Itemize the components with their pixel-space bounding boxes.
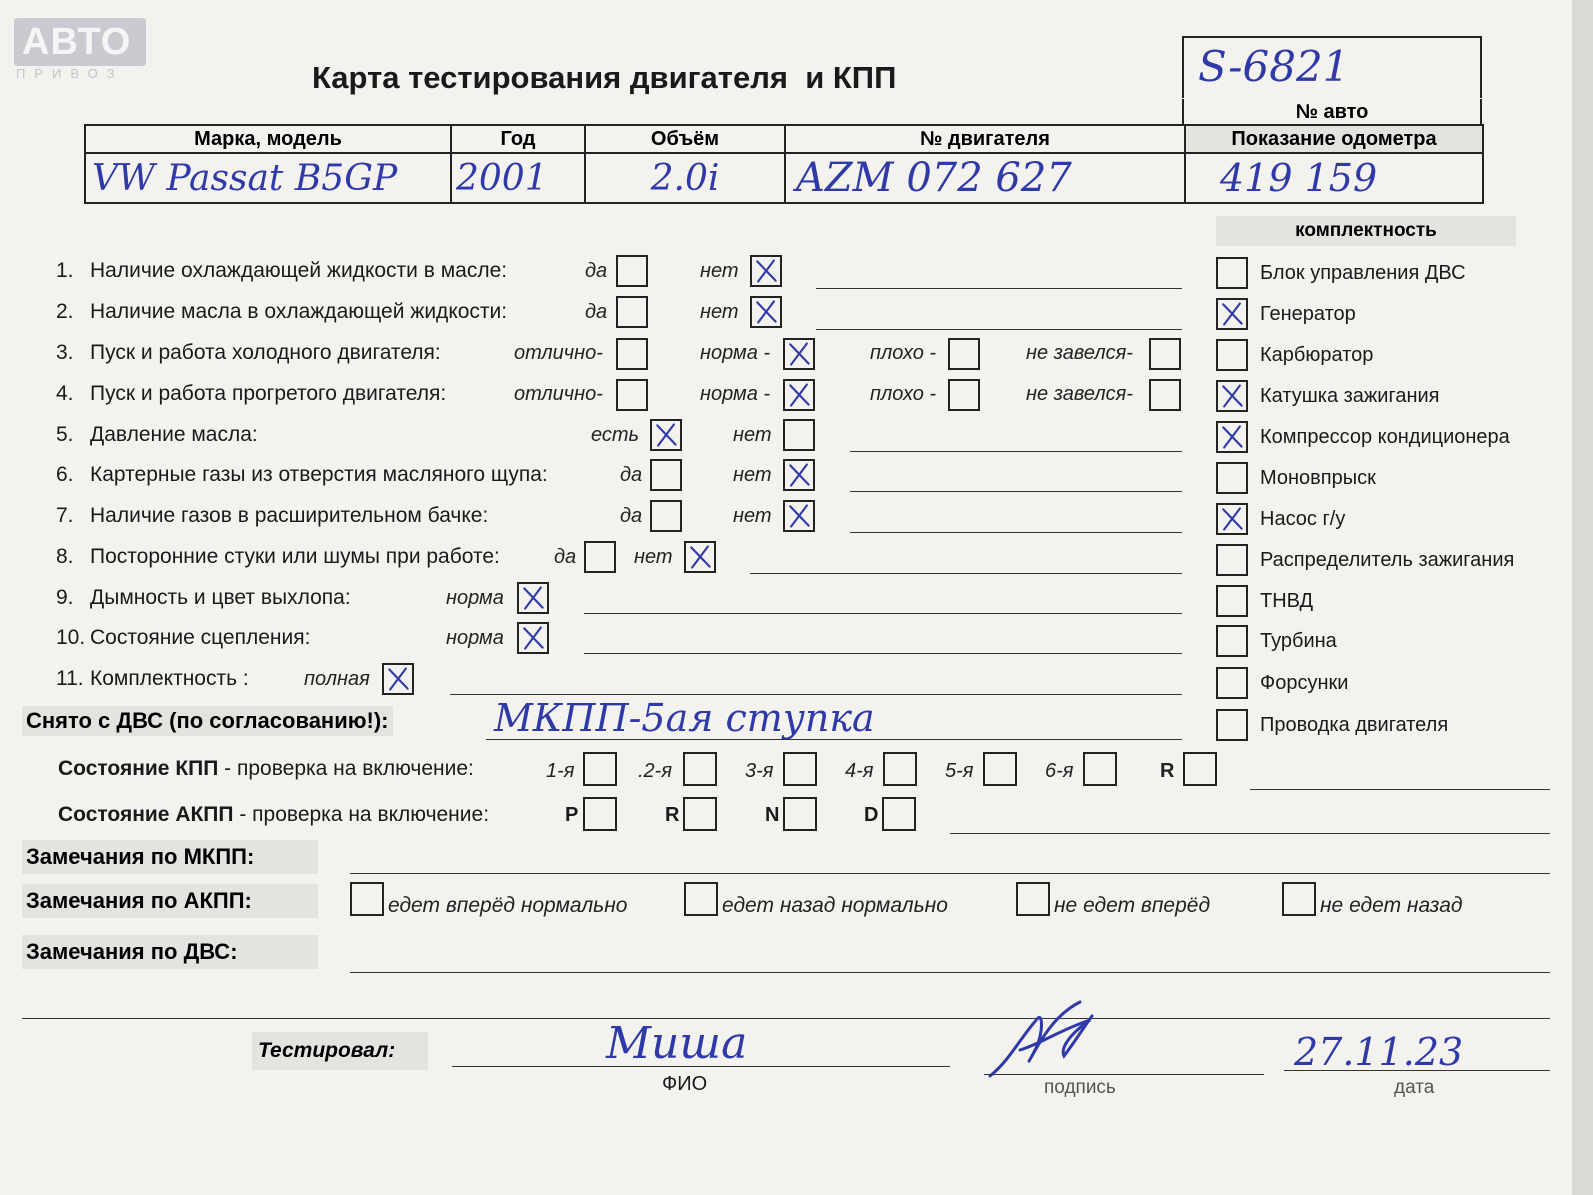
- signature: [980, 990, 1120, 1090]
- question-number: 7.: [56, 504, 74, 527]
- akpp-gear-label: N: [765, 804, 780, 826]
- checkbox-no[interactable]: [750, 296, 782, 328]
- akpp-remark-checkbox[interactable]: [350, 882, 384, 916]
- answer-underline: [850, 532, 1182, 533]
- option-label: отлично-: [514, 383, 603, 405]
- checkbox-full[interactable]: [382, 663, 414, 695]
- completeness-header: комплектность: [1216, 216, 1516, 246]
- kpp-gear-checkbox[interactable]: [1183, 752, 1217, 786]
- remarks-mkpp-underline: [350, 873, 1550, 874]
- kpp-gear-checkbox[interactable]: [683, 752, 717, 786]
- akpp-remark-label: едет назад нормально: [722, 894, 948, 917]
- question-text: Давление масла:: [90, 423, 258, 446]
- completeness-item-label: Генератор: [1260, 303, 1356, 325]
- col-header-odometer: Показание одометра: [1185, 125, 1483, 153]
- completeness-checkbox[interactable]: [1216, 462, 1248, 494]
- option-label: норма -: [700, 383, 771, 405]
- answer-underline: [850, 491, 1182, 492]
- remarks-mkpp-label: Замечания по МКПП:: [22, 840, 318, 874]
- akpp-gear-checkbox[interactable]: [783, 797, 817, 831]
- completeness-item-label: Катушка зажигания: [1260, 385, 1440, 407]
- question-text: Наличие газов в расширительном бачке:: [90, 504, 489, 527]
- checkbox-no-start[interactable]: [1149, 338, 1181, 370]
- question-number: 9.: [56, 586, 74, 609]
- checkbox-no[interactable]: [783, 459, 815, 491]
- akpp-gear-checkbox[interactable]: [882, 797, 916, 831]
- option-label: не завелся-: [1026, 383, 1133, 405]
- akpp-label: [58, 803, 489, 827]
- answer-underline: [750, 573, 1182, 574]
- completeness-checkbox[interactable]: [1216, 503, 1248, 535]
- signature-underline: [984, 1074, 1264, 1075]
- vehicle-info-value-row: [85, 153, 1483, 203]
- question-text: Комплектность :: [90, 667, 249, 690]
- akpp-label-bold: Состояние АКПП: [58, 803, 234, 826]
- completeness-checkbox[interactable]: [1216, 544, 1248, 576]
- kpp-gear-label: 6-я: [1045, 760, 1074, 782]
- kpp-gear-label: 5-я: [945, 760, 974, 782]
- checkbox-bad[interactable]: [948, 338, 980, 370]
- akpp-remark-label: не едет назад: [1320, 894, 1463, 917]
- kpp-gear-checkbox[interactable]: [1083, 752, 1117, 786]
- model-value: VW Passat B5GP: [92, 157, 398, 199]
- answer-underline: [450, 694, 1182, 695]
- kpp-underline: [1250, 789, 1550, 790]
- checkbox-no[interactable]: [750, 255, 782, 287]
- checkbox-no[interactable]: [783, 419, 815, 451]
- removed-label: Снято с ДВС (по согласованию!):: [22, 706, 393, 736]
- name-underline: [452, 1066, 950, 1067]
- checkbox-no-start[interactable]: [1149, 379, 1181, 411]
- checkbox-norm[interactable]: [517, 582, 549, 614]
- answer-underline: [850, 451, 1182, 452]
- checkbox-yes[interactable]: [616, 296, 648, 328]
- completeness-item-label: Форсунки: [1260, 672, 1349, 694]
- checkbox-excellent[interactable]: [616, 379, 648, 411]
- checkbox-is[interactable]: [650, 419, 682, 451]
- completeness-item-label: ТНВД: [1260, 590, 1314, 612]
- watermark-sub: ПРИВОЗ: [16, 66, 124, 81]
- kpp-gear-label: R: [1160, 760, 1175, 782]
- completeness-checkbox[interactable]: [1216, 380, 1248, 412]
- question-number: 2.: [56, 300, 74, 323]
- completeness-item-label: Компрессор кондиционера: [1260, 426, 1510, 448]
- question-text: Картерные газы из отверстия масляного щупа:: [90, 463, 548, 486]
- auto-number-label: № авто: [1182, 99, 1482, 125]
- removed-underline: [486, 739, 1182, 740]
- checkbox-norm[interactable]: [517, 622, 549, 654]
- question-number: 1.: [56, 259, 74, 282]
- checkbox-excellent[interactable]: [616, 338, 648, 370]
- option-label: полная: [304, 668, 370, 690]
- completeness-item-label: Моновпрыск: [1260, 467, 1376, 489]
- col-header-model: Марка, модель: [85, 125, 451, 153]
- akpp-label-rest: - проверка на включение:: [233, 803, 490, 826]
- removed-value: МКПП-5ая ступка: [494, 696, 875, 740]
- question-number: 3.: [56, 341, 74, 364]
- answer-underline: [584, 653, 1182, 654]
- completeness-checkbox[interactable]: [1216, 667, 1248, 699]
- akpp-gear-checkbox[interactable]: [683, 797, 717, 831]
- question-text: Пуск и работа прогретого двигателя:: [90, 382, 447, 405]
- option-label: есть: [591, 424, 640, 446]
- tested-label: Тестировал:: [252, 1032, 428, 1070]
- kpp-gear-label: 1-я: [546, 760, 575, 782]
- question-text: Состояние сцепления:: [90, 626, 311, 649]
- kpp-gear-checkbox[interactable]: [583, 752, 617, 786]
- akpp-remark-label: едет вперёд нормально: [388, 894, 628, 917]
- remarks-dvs-label: Замечания по ДВС:: [22, 935, 318, 969]
- name-caption: ФИО: [662, 1073, 708, 1095]
- question-number: 6.: [56, 463, 74, 486]
- option-label: да: [585, 260, 608, 282]
- completeness-checkbox[interactable]: [1216, 709, 1248, 741]
- akpp-gear-label: D: [864, 804, 879, 826]
- vehicle-info-header-row: [85, 125, 1483, 153]
- option-label: норма: [446, 627, 504, 649]
- akpp-remark-checkbox[interactable]: [1282, 882, 1316, 916]
- completeness-checkbox[interactable]: [1216, 585, 1248, 617]
- completeness-checkbox[interactable]: [1216, 298, 1248, 330]
- col-header-engine-number: № двигателя: [785, 125, 1185, 153]
- option-label: норма: [446, 587, 504, 609]
- option-label: нет: [733, 464, 772, 486]
- option-label: да: [554, 546, 577, 568]
- date-underline: [1284, 1070, 1550, 1071]
- akpp-underline: [950, 833, 1550, 834]
- question-number: 11.: [56, 667, 84, 690]
- odometer-value: 419 159: [1220, 156, 1378, 200]
- kpp-gear-label: .2-я: [638, 760, 673, 782]
- date-value: 27.11.23: [1294, 1030, 1464, 1074]
- date-caption: дата: [1394, 1077, 1435, 1098]
- completeness-item-label: Карбюратор: [1260, 344, 1374, 366]
- question-number: 10.: [56, 626, 86, 649]
- completeness-item-label: Турбина: [1260, 630, 1337, 652]
- option-label: плохо -: [870, 342, 937, 364]
- kpp-label-rest: - проверка на включение:: [218, 757, 474, 780]
- checkbox-yes[interactable]: [650, 459, 682, 491]
- tester-name: Миша: [606, 1018, 748, 1069]
- completeness-item-label: Блок управления ДВС: [1260, 262, 1466, 284]
- option-label: нет: [634, 546, 673, 568]
- kpp-gear-checkbox[interactable]: [983, 752, 1017, 786]
- question-number: 5.: [56, 423, 74, 446]
- checkbox-yes[interactable]: [584, 541, 616, 573]
- checkbox-yes[interactable]: [616, 255, 648, 287]
- completeness-checkbox[interactable]: [1216, 339, 1248, 371]
- akpp-gear-label: R: [665, 804, 680, 826]
- completeness-checkbox[interactable]: [1216, 257, 1248, 289]
- engine-number-value: AZM 072 627: [796, 155, 1072, 201]
- checkbox-yes[interactable]: [650, 500, 682, 532]
- checkbox-normal[interactable]: [783, 338, 815, 370]
- auto-number-value: S-6821: [1198, 42, 1350, 91]
- kpp-label-bold: Состояние КПП: [58, 757, 219, 780]
- completeness-item-label: Проводка двигателя: [1260, 714, 1449, 736]
- option-label: плохо -: [870, 383, 937, 405]
- option-label: не завелся-: [1026, 342, 1133, 364]
- completeness-item-label: Насос г/у: [1260, 508, 1346, 530]
- akpp-gear-label: P: [565, 804, 579, 826]
- akpp-remark-checkbox[interactable]: [1016, 882, 1050, 916]
- checkbox-no[interactable]: [684, 541, 716, 573]
- akpp-remark-checkbox[interactable]: [684, 882, 718, 916]
- option-label: нет: [700, 260, 739, 282]
- signature-caption: подпись: [1044, 1077, 1116, 1098]
- col-header-volume: Объём: [585, 125, 785, 153]
- option-label: отлично-: [514, 342, 603, 364]
- answer-underline: [816, 288, 1182, 289]
- auto-number-box: [1182, 36, 1482, 98]
- checkbox-no[interactable]: [783, 500, 815, 532]
- option-label: нет: [733, 424, 772, 446]
- question-number: 8.: [56, 545, 74, 568]
- question-text: Пуск и работа холодного двигателя:: [90, 341, 441, 364]
- question-text: Дымность и цвет выхлопа:: [90, 586, 351, 609]
- option-label: да: [585, 301, 608, 323]
- kpp-gear-checkbox[interactable]: [783, 752, 817, 786]
- completeness-item-label: Распределитель зажигания: [1260, 549, 1515, 571]
- kpp-gear-label: 4-я: [845, 760, 874, 782]
- option-label: да: [620, 505, 643, 527]
- watermark-logo: [14, 18, 146, 66]
- akpp-remark-label: не едет вперёд: [1054, 894, 1211, 917]
- question-text: Наличие охлаждающей жидкости в масле:: [90, 259, 508, 282]
- checkbox-normal[interactable]: [783, 379, 815, 411]
- option-label: норма -: [700, 342, 771, 364]
- option-label: нет: [733, 505, 772, 527]
- option-label: да: [620, 464, 643, 486]
- page-title: Карта тестирования двигателя и КПП: [312, 60, 897, 95]
- volume-value: 2.0i: [650, 157, 720, 199]
- question-number: 4.: [56, 382, 74, 405]
- vehicle-info-table: [84, 124, 1484, 204]
- remarks-akpp-label: Замечания по АКПП:: [22, 884, 318, 918]
- col-header-year: Год: [451, 125, 585, 153]
- option-label: нет: [700, 301, 739, 323]
- completeness-checkbox[interactable]: [1216, 625, 1248, 657]
- checkbox-bad[interactable]: [948, 379, 980, 411]
- completeness-checkbox[interactable]: [1216, 421, 1248, 453]
- question-text: Наличие масла в охлаждающей жидкости:: [90, 300, 508, 323]
- remarks-dvs-underline: [350, 972, 1550, 973]
- kpp-gear-checkbox[interactable]: [883, 752, 917, 786]
- question-text: Посторонние стуки или шумы при работе:: [90, 545, 500, 568]
- remarks-extra-underline: [22, 1018, 1550, 1019]
- kpp-label: [58, 757, 474, 781]
- watermark-brand: АВТО: [22, 21, 132, 63]
- kpp-gear-label: 3-я: [745, 760, 774, 782]
- answer-underline: [816, 329, 1182, 330]
- year-value: 2001: [456, 157, 548, 199]
- akpp-gear-checkbox[interactable]: [583, 797, 617, 831]
- answer-underline: [584, 613, 1182, 614]
